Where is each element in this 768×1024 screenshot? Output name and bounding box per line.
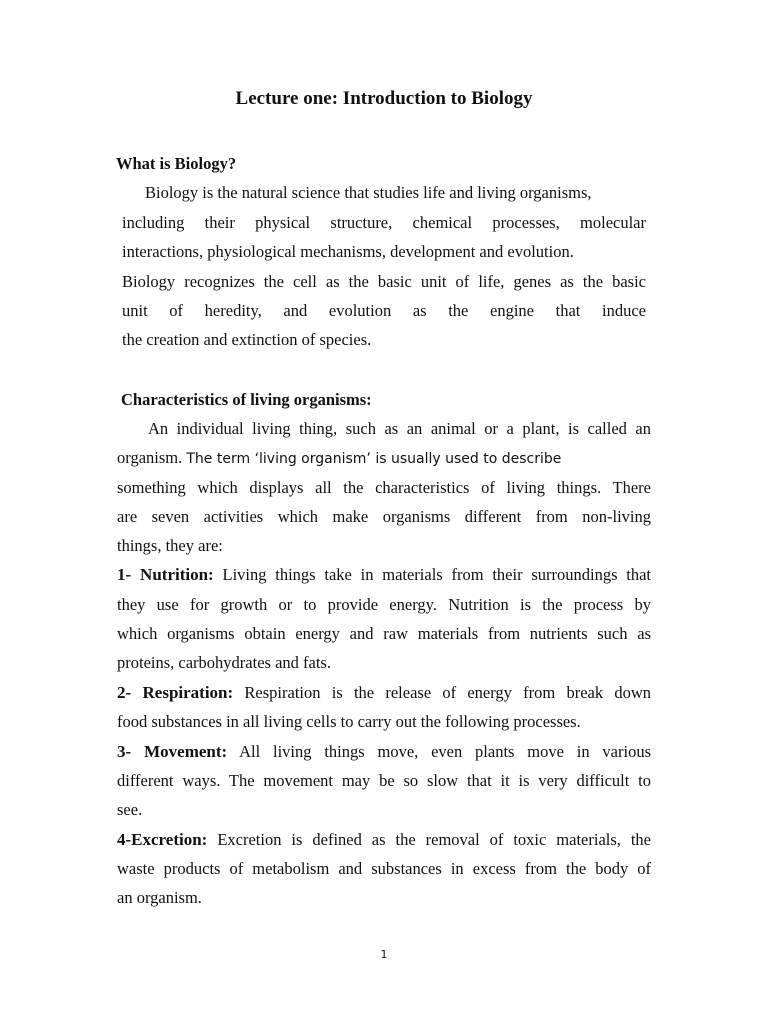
paragraph-line: which organisms obtain energy and raw materials from nutrients such as — [117, 624, 651, 643]
paragraph-text-sans: The term ‘living organism’ is usually used to describe — [186, 451, 562, 467]
paragraph-line: see. — [117, 800, 143, 819]
paragraph-line: proteins, carbohydrates and fats. — [117, 653, 331, 672]
paragraph-line: things, they are: — [117, 536, 223, 555]
paragraph-line: interactions, physiological mechanisms, development and evolution. — [122, 242, 574, 261]
list-item-excretion — [117, 829, 651, 851]
list-item-label: 4-Excretion: — [117, 830, 208, 849]
paragraph-line: different ways. The movement may be so slow that it is very difficult to — [117, 771, 651, 790]
list-item-text: Respiration is the release of energy from break down — [244, 683, 652, 702]
section-heading-what-is-biology: What is Biology? — [116, 154, 237, 173]
paragraph-line: unit of heredity, and evolution as the engine that induce — [122, 301, 646, 320]
list-item-label: 3- Movement: — [117, 742, 228, 761]
list-item-respiration — [117, 682, 651, 704]
page-number: 1 — [380, 948, 388, 961]
page-title: Lecture one: Introduction to Biology — [235, 88, 533, 109]
paragraph-line: Biology recognizes the cell as the basic unit of life, genes as the basic — [122, 272, 646, 291]
paragraph-line: something which displays all the characteristics of living things. There — [117, 478, 651, 497]
paragraph-line — [117, 447, 561, 470]
paragraph-line: the creation and extinction of species. — [122, 330, 372, 349]
list-item-text: Excretion is defined as the removal of toxic materials, the — [217, 830, 652, 849]
paragraph-line: an organism. — [117, 888, 202, 907]
list-item-label: 2- Respiration: — [117, 683, 234, 702]
list-item-movement — [117, 741, 651, 763]
list-item-text: Living things take in materials from their surroundings that — [222, 565, 652, 584]
paragraph-line: waste products of metabolism and substances in excess from the body of — [117, 859, 651, 878]
paragraph-line: they use for growth or to provide energy. Nutrition is the process by — [117, 595, 651, 614]
list-item-nutrition — [117, 564, 651, 586]
paragraph-line: Biology is the natural science that studies life and living organisms, — [145, 183, 592, 202]
list-item-label: 1- Nutrition: — [117, 565, 214, 584]
paragraph-line: are seven activities which make organisms different from non-living — [117, 507, 651, 526]
paragraph-line: food substances in all living cells to carry out the following processes. — [117, 712, 581, 731]
paragraph-line: including their physical structure, chemical processes, molecular — [122, 213, 646, 232]
section-heading-characteristics: Characteristics of living organisms: — [121, 390, 372, 409]
paragraph-text: organism. — [117, 448, 183, 467]
list-item-text: All living things move, even plants move in various — [239, 742, 651, 761]
paragraph-line: An individual living thing, such as an animal or a plant, is called an — [148, 419, 651, 438]
